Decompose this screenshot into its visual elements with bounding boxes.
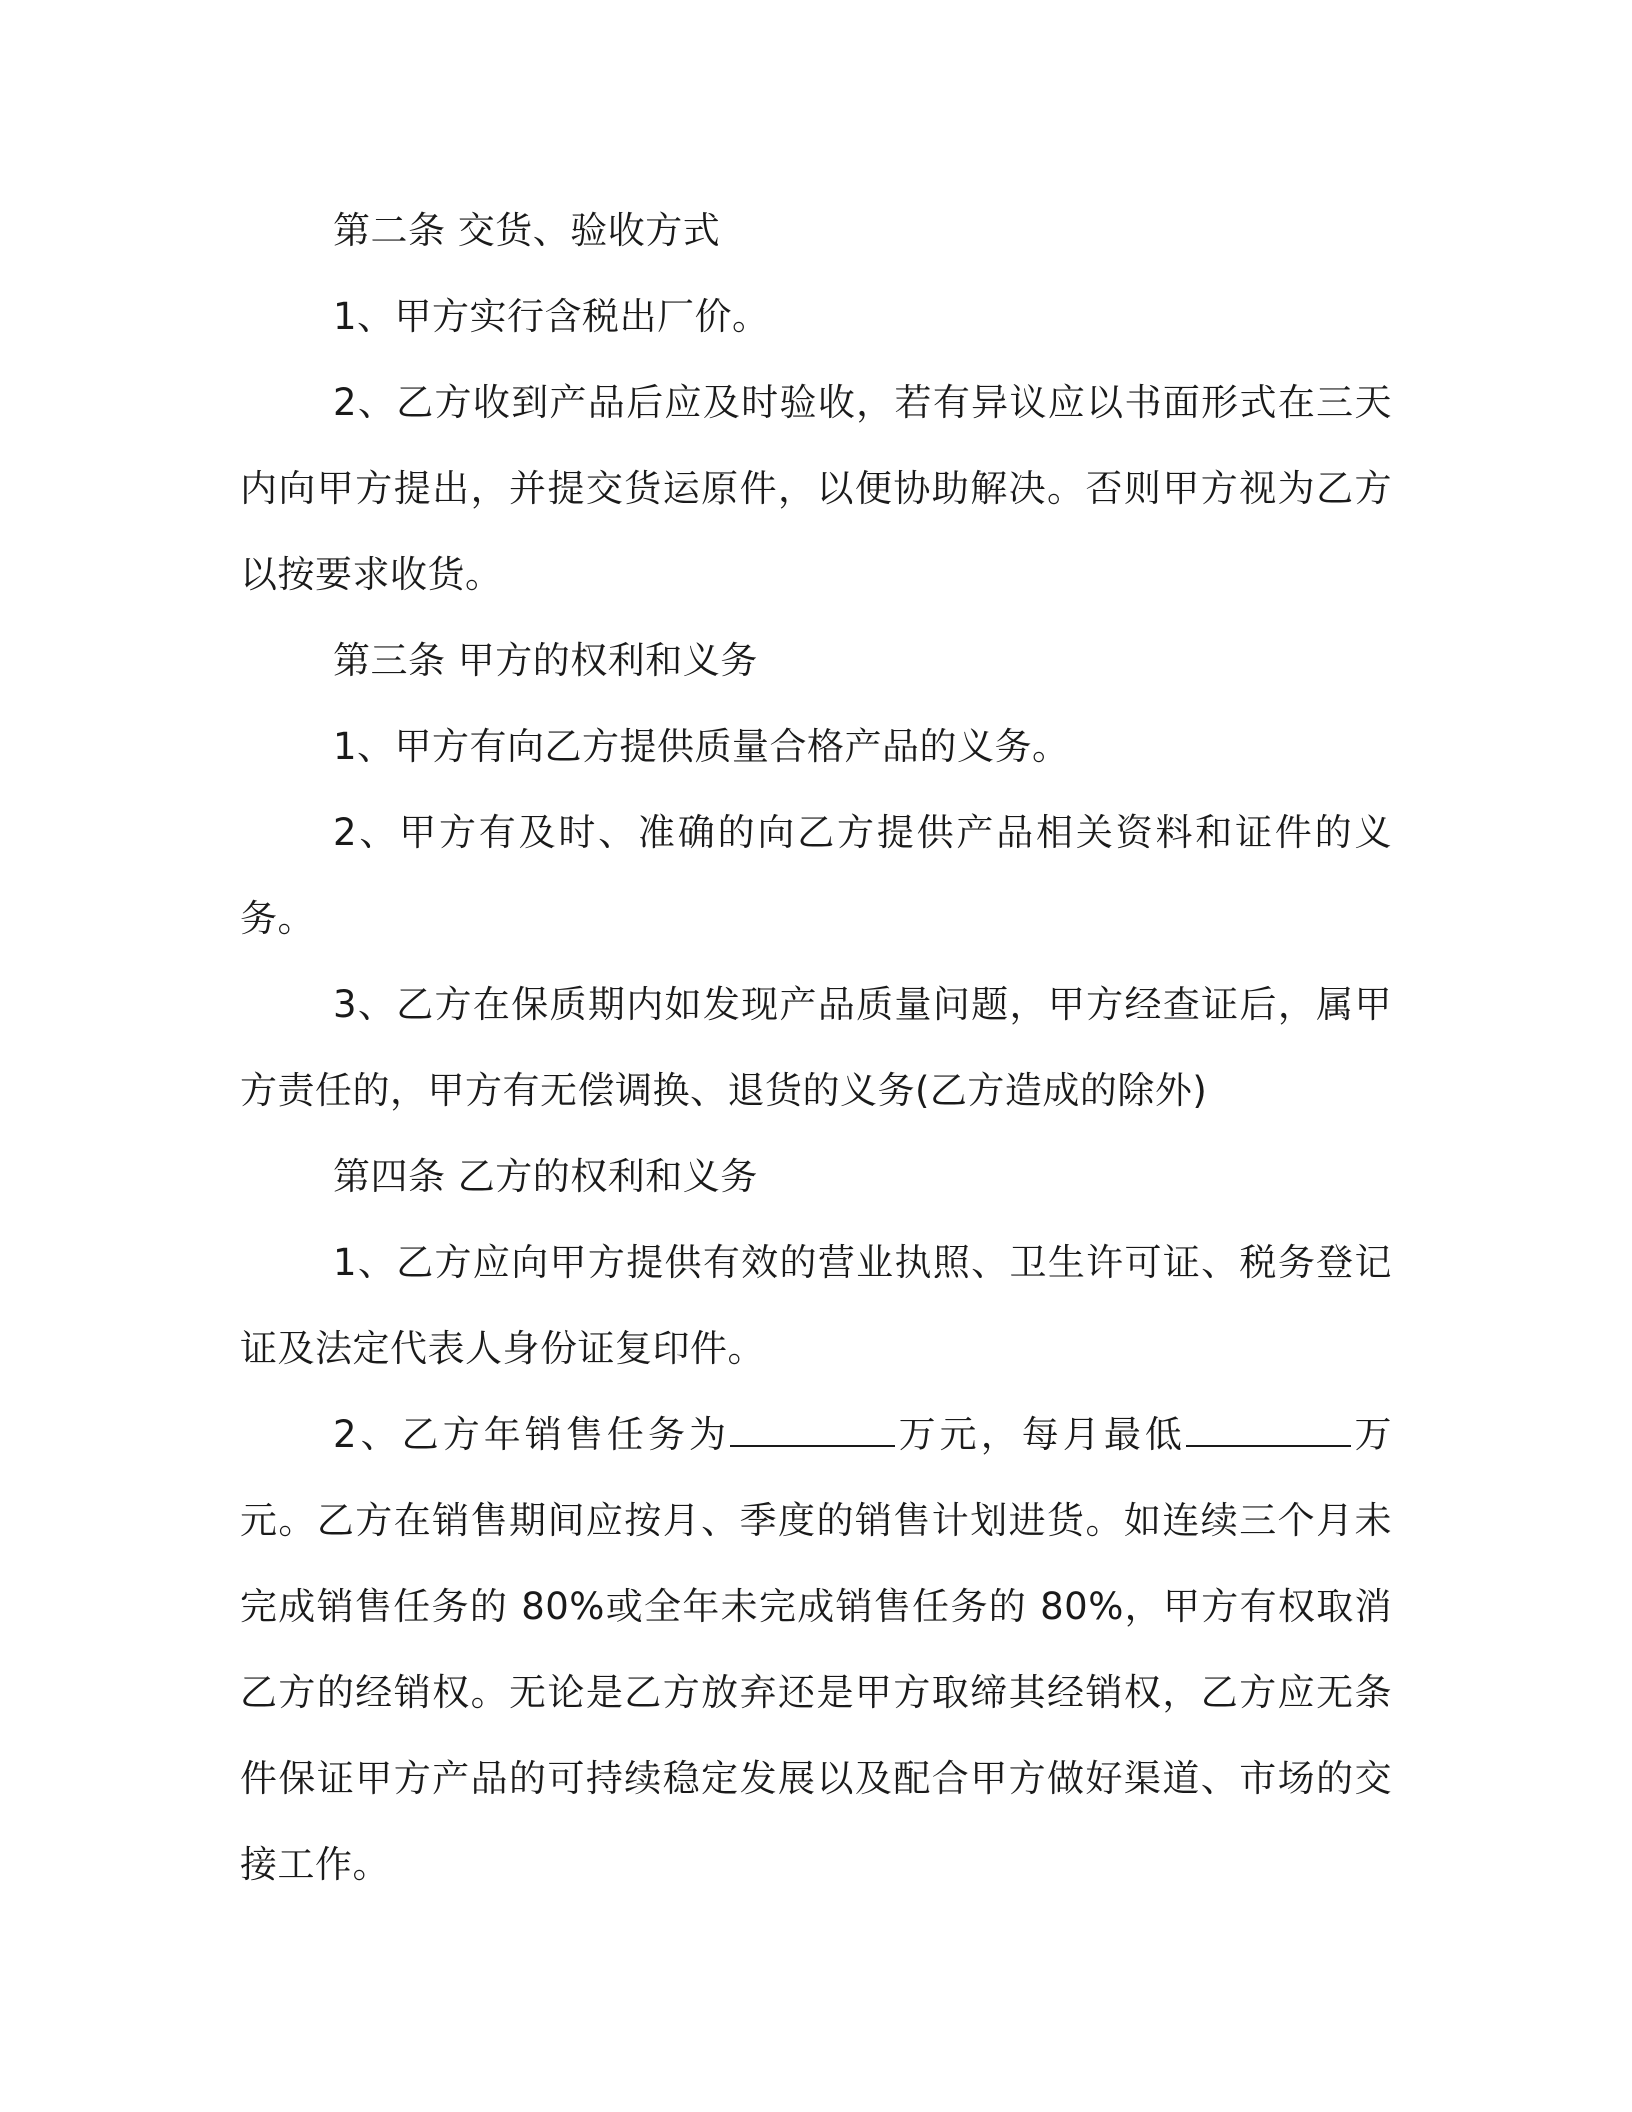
section-3-item-1: 1、甲方有向乙方提供质量合格产品的义务。	[333, 725, 1070, 768]
section-3-item-3: 3、乙方在保质期内如发现产品质量问题，甲方经查证后，属甲方责任的，甲方有无偿调换、退货的义务(乙方造成的除外)	[240, 983, 1392, 1112]
section-4-item-2-part3: 万元。乙方在销售期间应按月、季度的销售计划进货。如连续三个月未完成销售任务的 80%或全年未完成销售任务的 80%，甲方有权取消乙方的经销权。无论是乙方放弃还是甲方取缔其经销权，乙方应无条件保证甲方产品的可持续稳定发展以及配合甲方做好渠道、市场的交接工作。	[240, 1413, 1393, 1886]
section-heading-4: 第四条 乙方的权利和义务	[333, 1155, 758, 1198]
section-4-item-1: 1、乙方应向甲方提供有效的营业执照、卫生许可证、税务登记证及法定代表人身份证复印件。	[240, 1241, 1392, 1370]
annual-sales-blank	[730, 1415, 895, 1447]
section-3-item-2: 2、甲方有及时、准确的向乙方提供产品相关资料和证件的义务。	[240, 811, 1392, 940]
section-2-item-1: 1、甲方实行含税出厂价。	[333, 295, 770, 338]
section-heading-3: 第三条 甲方的权利和义务	[333, 639, 758, 682]
document-body	[240, 188, 1392, 1908]
section-4-item-2-part1: 2、乙方年销售任务为	[333, 1413, 731, 1456]
section-4-item-2-part2: 万元，每月最低	[895, 1413, 1186, 1456]
section-2-item-2: 2、乙方收到产品后应及时验收，若有异议应以书面形式在三天内向甲方提出，并提交货运原件，以便协助解决。否则甲方视为乙方以按要求收货。	[240, 381, 1392, 596]
monthly-minimum-blank	[1186, 1415, 1351, 1447]
section-heading-2: 第二条 交货、验收方式	[333, 209, 721, 252]
section-4-item-2	[240, 1392, 1392, 1908]
